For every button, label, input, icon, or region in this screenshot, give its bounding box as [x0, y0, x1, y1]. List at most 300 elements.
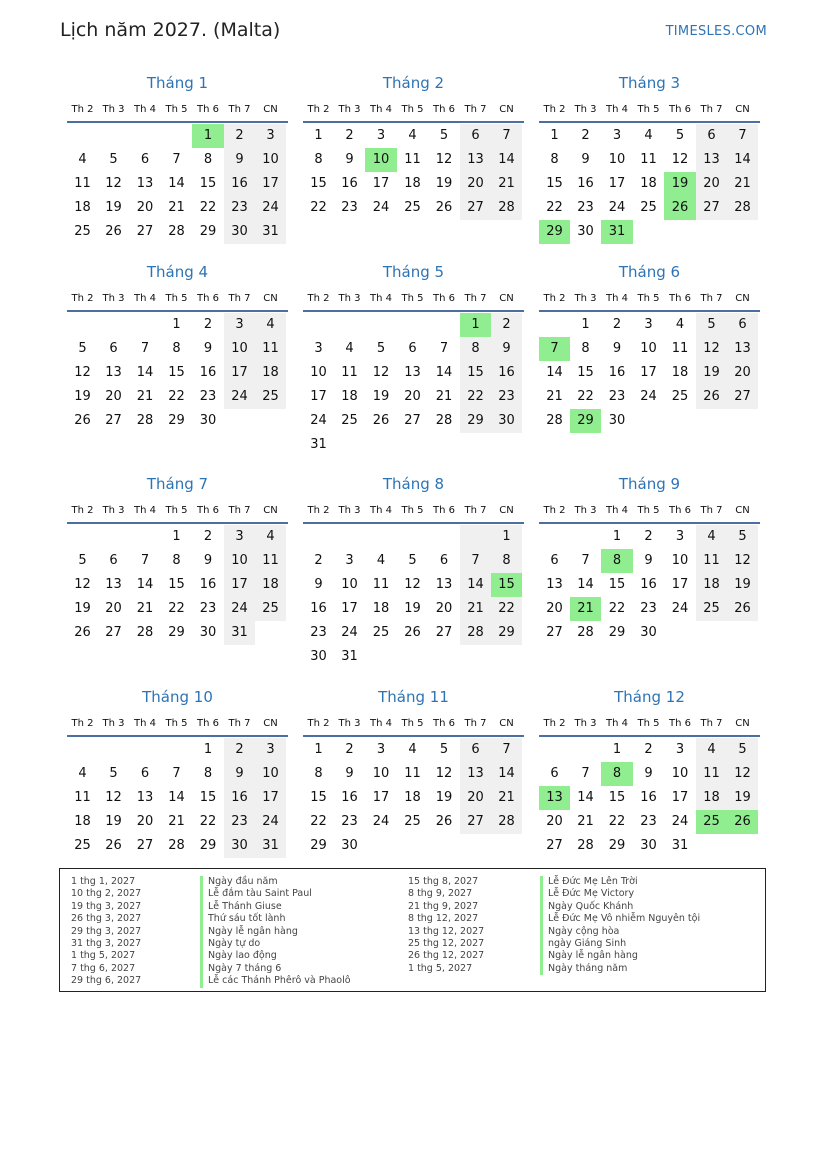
day-cell[interactable]: 6: [439, 553, 449, 568]
day-cell[interactable]: 18: [255, 573, 286, 597]
day-cell[interactable]: 7: [460, 549, 491, 573]
day-cell[interactable]: 25: [255, 385, 286, 409]
day-cell[interactable]: 4: [78, 766, 87, 781]
day-cell[interactable]: 18: [640, 176, 657, 191]
day-cell[interactable]: 5: [727, 738, 758, 762]
day-cell[interactable]: 15: [577, 365, 594, 380]
day-cell[interactable]: 6: [140, 152, 150, 167]
day-cell[interactable]: 4: [408, 742, 417, 757]
day-cell[interactable]: 26: [664, 196, 696, 220]
day-cell[interactable]: 3: [255, 738, 286, 762]
day-cell[interactable]: 31: [601, 220, 633, 244]
day-cell[interactable]: 6: [109, 553, 118, 568]
day-cell[interactable]: 21: [168, 814, 185, 829]
day-cell[interactable]: 7: [172, 766, 181, 781]
day-cell[interactable]: 3: [345, 553, 354, 568]
day-cell[interactable]: 2: [203, 529, 213, 544]
day-cell[interactable]: 12: [671, 152, 689, 167]
day-cell[interactable]: 28: [491, 196, 522, 220]
day-cell[interactable]: 21: [136, 389, 154, 404]
day-cell[interactable]: 5: [376, 341, 386, 356]
day-cell[interactable]: 16: [224, 172, 255, 196]
day-cell[interactable]: 17: [372, 790, 390, 805]
day-cell[interactable]: 26: [372, 413, 390, 428]
day-cell[interactable]: 1: [314, 742, 323, 757]
day-cell[interactable]: 11: [74, 790, 91, 805]
day-cell[interactable]: 7: [439, 341, 449, 356]
day-cell[interactable]: 13: [105, 577, 122, 592]
day-cell[interactable]: 27: [105, 625, 122, 640]
day-cell[interactable]: 7: [581, 553, 590, 568]
day-cell[interactable]: 14: [491, 762, 522, 786]
day-cell[interactable]: 4: [696, 525, 727, 549]
day-cell[interactable]: 10: [310, 365, 327, 380]
day-cell[interactable]: 15: [608, 577, 626, 592]
day-cell[interactable]: 1: [172, 317, 181, 332]
day-cell[interactable]: 6: [460, 124, 491, 148]
day-cell[interactable]: 11: [696, 549, 727, 573]
day-cell[interactable]: 10: [341, 577, 358, 592]
day-cell[interactable]: 5: [727, 525, 758, 549]
day-cell[interactable]: 2: [345, 128, 354, 143]
day-cell[interactable]: 10: [255, 148, 286, 172]
day-cell[interactable]: 5: [78, 341, 87, 356]
day-cell[interactable]: 29: [168, 413, 185, 428]
day-cell[interactable]: 18: [255, 361, 286, 385]
day-cell[interactable]: 3: [255, 124, 286, 148]
day-cell[interactable]: 28: [546, 413, 563, 428]
day-cell[interactable]: 7: [539, 337, 570, 361]
day-cell[interactable]: 15: [460, 361, 491, 385]
day-cell[interactable]: 13: [727, 337, 758, 361]
day-cell[interactable]: 9: [314, 577, 323, 592]
day-cell[interactable]: 26: [435, 814, 453, 829]
day-cell[interactable]: 2: [224, 738, 255, 762]
day-cell[interactable]: 5: [408, 553, 417, 568]
day-cell[interactable]: 22: [546, 200, 563, 215]
day-cell[interactable]: 17: [224, 573, 255, 597]
day-cell[interactable]: 4: [255, 525, 286, 549]
day-cell[interactable]: 7: [140, 341, 150, 356]
day-cell[interactable]: 2: [491, 313, 522, 337]
day-cell[interactable]: 10: [671, 553, 689, 568]
day-cell[interactable]: 31: [671, 838, 689, 853]
day-cell[interactable]: 28: [727, 196, 758, 220]
day-cell[interactable]: 26: [105, 224, 122, 239]
day-cell[interactable]: 22: [608, 601, 626, 616]
day-cell[interactable]: 5: [78, 553, 87, 568]
day-cell[interactable]: 2: [644, 529, 653, 544]
day-cell[interactable]: 22: [577, 389, 594, 404]
day-cell[interactable]: 26: [105, 838, 122, 853]
day-cell[interactable]: 29: [491, 621, 522, 645]
day-cell[interactable]: 23: [224, 196, 255, 220]
day-cell[interactable]: 12: [435, 152, 453, 167]
day-cell[interactable]: 19: [74, 601, 91, 616]
day-cell[interactable]: 18: [671, 365, 689, 380]
day-cell[interactable]: 12: [74, 365, 91, 380]
day-cell[interactable]: 8: [203, 766, 213, 781]
day-cell[interactable]: 23: [224, 810, 255, 834]
day-cell[interactable]: 8: [491, 549, 522, 573]
day-cell[interactable]: 20: [546, 601, 563, 616]
day-cell[interactable]: 21: [435, 389, 453, 404]
day-cell[interactable]: 21: [570, 597, 601, 621]
day-cell[interactable]: 18: [74, 200, 91, 215]
day-cell[interactable]: 2: [224, 124, 255, 148]
day-cell[interactable]: 3: [612, 128, 622, 143]
day-cell[interactable]: 29: [608, 838, 626, 853]
day-cell[interactable]: 17: [640, 365, 657, 380]
day-cell[interactable]: 24: [671, 601, 689, 616]
day-cell[interactable]: 5: [439, 742, 449, 757]
day-cell[interactable]: 16: [341, 790, 358, 805]
day-cell[interactable]: 22: [310, 814, 327, 829]
day-cell[interactable]: 26: [404, 625, 421, 640]
day-cell[interactable]: 18: [404, 176, 421, 191]
day-cell[interactable]: 6: [696, 124, 727, 148]
day-cell[interactable]: 20: [105, 601, 122, 616]
day-cell[interactable]: 1: [491, 525, 522, 549]
day-cell[interactable]: 20: [696, 172, 727, 196]
day-cell[interactable]: 27: [546, 625, 563, 640]
day-cell[interactable]: 9: [644, 553, 653, 568]
day-cell[interactable]: 26: [74, 413, 91, 428]
day-cell[interactable]: 26: [74, 625, 91, 640]
day-cell[interactable]: 6: [408, 341, 417, 356]
day-cell[interactable]: 8: [550, 152, 559, 167]
day-cell[interactable]: 11: [372, 577, 390, 592]
day-cell[interactable]: 19: [696, 361, 727, 385]
day-cell[interactable]: 4: [345, 341, 354, 356]
day-cell[interactable]: 29: [570, 409, 601, 433]
day-cell[interactable]: 16: [491, 361, 522, 385]
day-cell[interactable]: 19: [727, 786, 758, 810]
day-cell[interactable]: 13: [435, 577, 453, 592]
day-cell[interactable]: 26: [696, 385, 727, 409]
day-cell[interactable]: 20: [460, 172, 491, 196]
day-cell[interactable]: 6: [109, 341, 118, 356]
day-cell[interactable]: 24: [608, 200, 626, 215]
day-cell[interactable]: 17: [341, 601, 358, 616]
day-cell[interactable]: 2: [612, 317, 622, 332]
day-cell[interactable]: 16: [199, 577, 217, 592]
day-cell[interactable]: 12: [435, 766, 453, 781]
day-cell[interactable]: 19: [727, 573, 758, 597]
day-cell[interactable]: 2: [644, 742, 653, 757]
day-cell[interactable]: 16: [224, 786, 255, 810]
day-cell[interactable]: 21: [546, 389, 563, 404]
day-cell[interactable]: 19: [664, 172, 696, 196]
day-cell[interactable]: 29: [310, 838, 327, 853]
day-cell[interactable]: 4: [376, 553, 386, 568]
day-cell[interactable]: 28: [136, 413, 154, 428]
day-cell[interactable]: 3: [644, 317, 653, 332]
day-cell[interactable]: 28: [168, 224, 185, 239]
day-cell[interactable]: 14: [577, 577, 594, 592]
day-cell[interactable]: 30: [577, 224, 594, 239]
day-cell[interactable]: 28: [460, 621, 491, 645]
day-cell[interactable]: 19: [74, 389, 91, 404]
day-cell[interactable]: 4: [408, 128, 417, 143]
day-cell[interactable]: 13: [460, 762, 491, 786]
day-cell[interactable]: 27: [136, 224, 154, 239]
day-cell[interactable]: 23: [199, 601, 217, 616]
day-cell[interactable]: 14: [435, 365, 453, 380]
day-cell[interactable]: 1: [192, 124, 224, 148]
day-cell[interactable]: 10: [255, 762, 286, 786]
day-cell[interactable]: 18: [372, 601, 390, 616]
day-cell[interactable]: 13: [460, 148, 491, 172]
day-cell[interactable]: 22: [608, 814, 626, 829]
day-cell[interactable]: 21: [727, 172, 758, 196]
day-cell[interactable]: 28: [491, 810, 522, 834]
day-cell[interactable]: 19: [372, 389, 390, 404]
day-cell[interactable]: 3: [376, 128, 386, 143]
day-cell[interactable]: 18: [404, 790, 421, 805]
day-cell[interactable]: 23: [491, 385, 522, 409]
day-cell[interactable]: 26: [727, 810, 758, 834]
day-cell[interactable]: 24: [224, 597, 255, 621]
day-cell[interactable]: 15: [168, 577, 185, 592]
day-cell[interactable]: 13: [696, 148, 727, 172]
day-cell[interactable]: 14: [136, 577, 154, 592]
day-cell[interactable]: 7: [727, 124, 758, 148]
day-cell[interactable]: 5: [109, 766, 118, 781]
day-cell[interactable]: 14: [491, 148, 522, 172]
day-cell[interactable]: 2: [345, 742, 354, 757]
day-cell[interactable]: 17: [255, 172, 286, 196]
day-cell[interactable]: 8: [314, 152, 323, 167]
day-cell[interactable]: 17: [255, 786, 286, 810]
day-cell[interactable]: 12: [404, 577, 421, 592]
day-cell[interactable]: 24: [640, 389, 657, 404]
day-cell[interactable]: 10: [608, 152, 626, 167]
day-cell[interactable]: 23: [577, 200, 594, 215]
day-cell[interactable]: 24: [372, 200, 390, 215]
day-cell[interactable]: 28: [577, 838, 594, 853]
day-cell[interactable]: 25: [404, 200, 421, 215]
day-cell[interactable]: 24: [372, 814, 390, 829]
day-cell[interactable]: 7: [491, 738, 522, 762]
day-cell[interactable]: 1: [581, 317, 590, 332]
day-cell[interactable]: 16: [341, 176, 358, 191]
day-cell[interactable]: 30: [640, 838, 657, 853]
day-cell[interactable]: 27: [696, 196, 727, 220]
day-cell[interactable]: 23: [341, 200, 358, 215]
day-cell[interactable]: 22: [491, 597, 522, 621]
day-cell[interactable]: 15: [546, 176, 563, 191]
day-cell[interactable]: 14: [727, 148, 758, 172]
day-cell[interactable]: 31: [310, 437, 327, 452]
day-cell[interactable]: 8: [601, 762, 633, 786]
day-cell[interactable]: 17: [310, 389, 327, 404]
day-cell[interactable]: 11: [640, 152, 657, 167]
day-cell[interactable]: 20: [136, 814, 154, 829]
day-cell[interactable]: 12: [105, 790, 122, 805]
day-cell[interactable]: 15: [168, 365, 185, 380]
day-cell[interactable]: 29: [460, 409, 491, 433]
day-cell[interactable]: 31: [341, 649, 358, 664]
day-cell[interactable]: 3: [224, 313, 255, 337]
day-cell[interactable]: 7: [172, 152, 181, 167]
day-cell[interactable]: 5: [109, 152, 118, 167]
day-cell[interactable]: 9: [345, 766, 354, 781]
day-cell[interactable]: 3: [675, 529, 685, 544]
day-cell[interactable]: 21: [491, 172, 522, 196]
day-cell[interactable]: 20: [105, 389, 122, 404]
day-cell[interactable]: 20: [460, 786, 491, 810]
day-cell[interactable]: 5: [439, 128, 449, 143]
day-cell[interactable]: 17: [608, 176, 626, 191]
day-cell[interactable]: 4: [255, 313, 286, 337]
day-cell[interactable]: 14: [168, 176, 185, 191]
day-cell[interactable]: 14: [546, 365, 563, 380]
day-cell[interactable]: 18: [341, 389, 358, 404]
day-cell[interactable]: 27: [404, 413, 421, 428]
day-cell[interactable]: 27: [460, 810, 491, 834]
day-cell[interactable]: 24: [255, 196, 286, 220]
day-cell[interactable]: 19: [105, 814, 122, 829]
day-cell[interactable]: 15: [608, 790, 626, 805]
day-cell[interactable]: 10: [224, 549, 255, 573]
day-cell[interactable]: 16: [199, 365, 217, 380]
day-cell[interactable]: 21: [577, 814, 594, 829]
day-cell[interactable]: 2: [314, 553, 323, 568]
day-cell[interactable]: 29: [608, 625, 626, 640]
day-cell[interactable]: 6: [140, 766, 150, 781]
day-cell[interactable]: 13: [136, 176, 154, 191]
day-cell[interactable]: 1: [172, 529, 181, 544]
day-cell[interactable]: 7: [491, 124, 522, 148]
day-cell[interactable]: 9: [581, 152, 590, 167]
day-cell[interactable]: 15: [491, 573, 522, 597]
day-cell[interactable]: 12: [372, 365, 390, 380]
day-cell[interactable]: 31: [255, 220, 286, 244]
day-cell[interactable]: 21: [136, 601, 154, 616]
day-cell[interactable]: 11: [255, 549, 286, 573]
day-cell[interactable]: 30: [224, 220, 255, 244]
day-cell[interactable]: 26: [727, 597, 758, 621]
day-cell[interactable]: 14: [577, 790, 594, 805]
day-cell[interactable]: 5: [675, 128, 685, 143]
day-cell[interactable]: 2: [203, 317, 213, 332]
day-cell[interactable]: 30: [224, 834, 255, 858]
day-cell[interactable]: 22: [199, 814, 217, 829]
day-cell[interactable]: 17: [671, 577, 689, 592]
day-cell[interactable]: 11: [671, 341, 689, 356]
day-cell[interactable]: 3: [376, 742, 386, 757]
day-cell[interactable]: 27: [546, 838, 563, 853]
day-cell[interactable]: 19: [404, 601, 421, 616]
day-cell[interactable]: 21: [168, 200, 185, 215]
day-cell[interactable]: 25: [74, 224, 91, 239]
day-cell[interactable]: 8: [601, 549, 633, 573]
day-cell[interactable]: 25: [341, 413, 358, 428]
day-cell[interactable]: 1: [612, 742, 622, 757]
day-cell[interactable]: 25: [372, 625, 390, 640]
day-cell[interactable]: 9: [644, 766, 653, 781]
day-cell[interactable]: 22: [199, 200, 217, 215]
day-cell[interactable]: 11: [341, 365, 358, 380]
day-cell[interactable]: 18: [696, 786, 727, 810]
day-cell[interactable]: 23: [640, 601, 657, 616]
day-cell[interactable]: 11: [74, 176, 91, 191]
day-cell[interactable]: 29: [199, 838, 217, 853]
day-cell[interactable]: 12: [105, 176, 122, 191]
day-cell[interactable]: 12: [696, 337, 727, 361]
day-cell[interactable]: 30: [199, 413, 217, 428]
day-cell[interactable]: 23: [199, 389, 217, 404]
day-cell[interactable]: 16: [608, 365, 626, 380]
day-cell[interactable]: 8: [172, 341, 181, 356]
day-cell[interactable]: 8: [172, 553, 181, 568]
day-cell[interactable]: 12: [727, 549, 758, 573]
day-cell[interactable]: 17: [671, 790, 689, 805]
day-cell[interactable]: 8: [581, 341, 590, 356]
day-cell[interactable]: 14: [136, 365, 154, 380]
day-cell[interactable]: 15: [310, 790, 327, 805]
day-cell[interactable]: 1: [612, 529, 622, 544]
day-cell[interactable]: 27: [727, 385, 758, 409]
day-cell[interactable]: 15: [199, 790, 217, 805]
day-cell[interactable]: 23: [310, 625, 327, 640]
day-cell[interactable]: 10: [365, 148, 397, 172]
day-cell[interactable]: 19: [105, 200, 122, 215]
day-cell[interactable]: 13: [539, 786, 570, 810]
day-cell[interactable]: 27: [460, 196, 491, 220]
day-cell[interactable]: 14: [168, 790, 185, 805]
day-cell[interactable]: 6: [460, 738, 491, 762]
day-cell[interactable]: 26: [435, 200, 453, 215]
day-cell[interactable]: 13: [136, 790, 154, 805]
day-cell[interactable]: 29: [199, 224, 217, 239]
day-cell[interactable]: 11: [255, 337, 286, 361]
day-cell[interactable]: 30: [640, 625, 657, 640]
day-cell[interactable]: 27: [105, 413, 122, 428]
day-cell[interactable]: 12: [727, 762, 758, 786]
day-cell[interactable]: 9: [345, 152, 354, 167]
day-cell[interactable]: 2: [581, 128, 590, 143]
day-cell[interactable]: 15: [310, 176, 327, 191]
day-cell[interactable]: 7: [581, 766, 590, 781]
day-cell[interactable]: 8: [203, 152, 213, 167]
day-cell[interactable]: 10: [372, 766, 390, 781]
day-cell[interactable]: 30: [491, 409, 522, 433]
day-cell[interactable]: 3: [314, 341, 323, 356]
day-cell[interactable]: 9: [203, 553, 213, 568]
day-cell[interactable]: 6: [550, 766, 559, 781]
day-cell[interactable]: 25: [255, 597, 286, 621]
day-cell[interactable]: 20: [136, 200, 154, 215]
day-cell[interactable]: 7: [140, 553, 150, 568]
day-cell[interactable]: 9: [491, 337, 522, 361]
day-cell[interactable]: 9: [203, 341, 213, 356]
day-cell[interactable]: 9: [612, 341, 622, 356]
day-cell[interactable]: 24: [341, 625, 358, 640]
day-cell[interactable]: 25: [404, 814, 421, 829]
brand-link[interactable]: TIMESLES.COM: [665, 24, 767, 39]
day-cell[interactable]: 30: [310, 649, 327, 664]
day-cell[interactable]: 29: [168, 625, 185, 640]
day-cell[interactable]: 28: [577, 625, 594, 640]
day-cell[interactable]: 23: [341, 814, 358, 829]
day-cell[interactable]: 30: [199, 625, 217, 640]
day-cell[interactable]: 13: [404, 365, 421, 380]
day-cell[interactable]: 10: [640, 341, 657, 356]
day-cell[interactable]: 20: [546, 814, 563, 829]
day-cell[interactable]: 22: [460, 385, 491, 409]
